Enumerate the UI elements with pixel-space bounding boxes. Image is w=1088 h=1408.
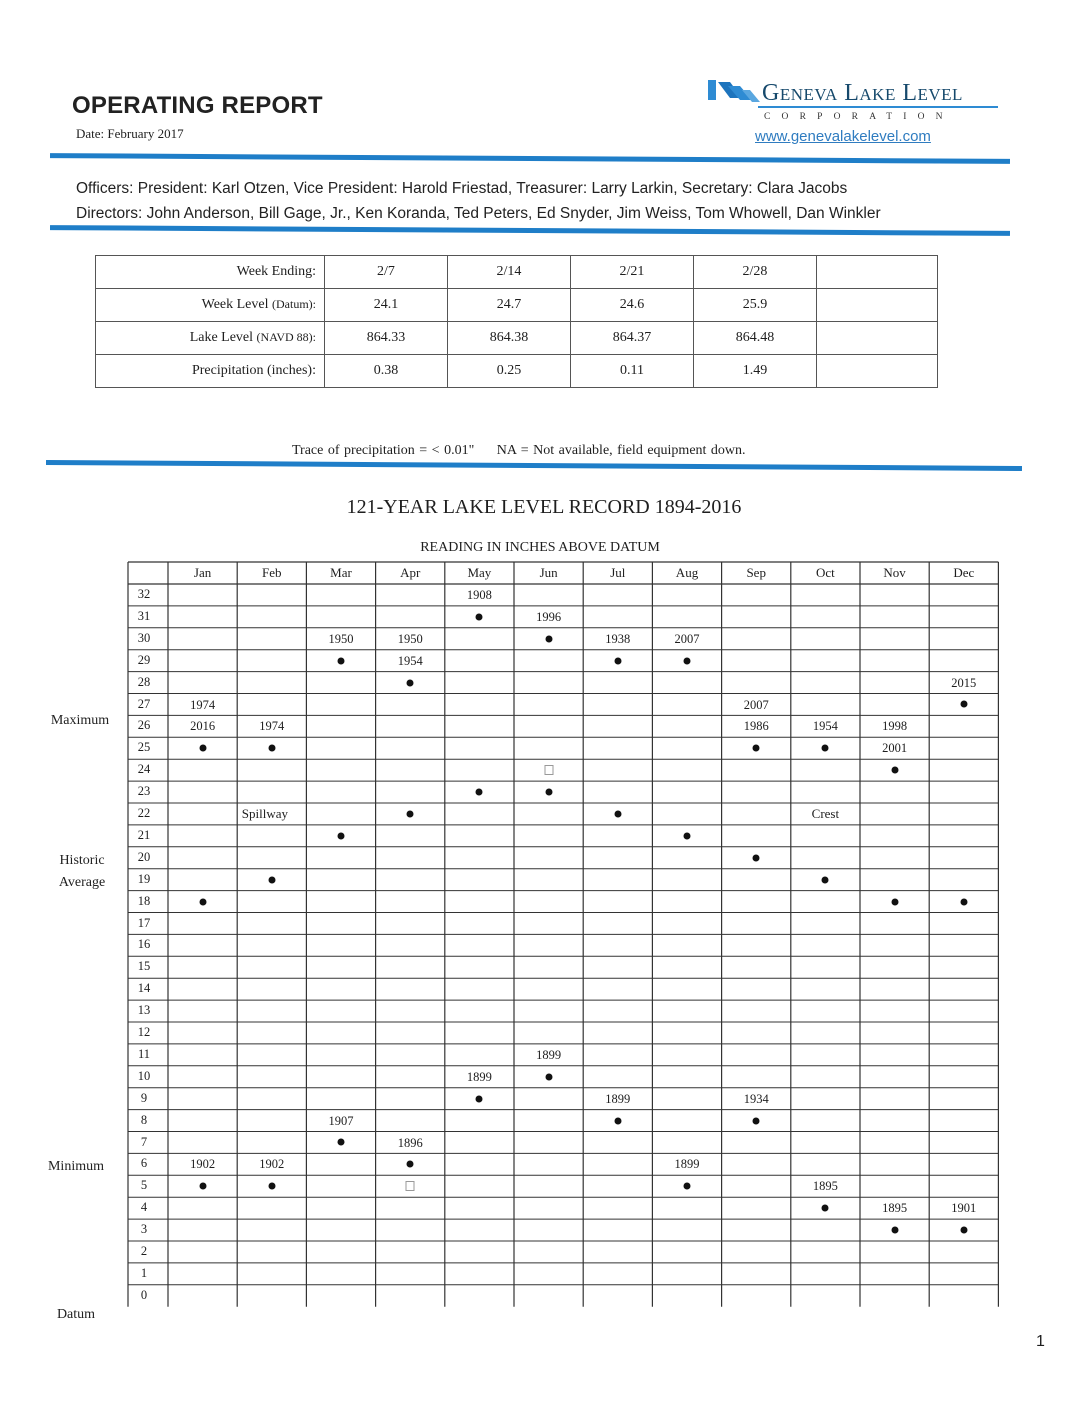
weekly-cell: 2/14 xyxy=(448,256,571,289)
minimum-point xyxy=(338,1139,345,1146)
weekly-cell: 25.9 xyxy=(694,289,817,322)
record-title: 121-YEAR LAKE LEVEL RECORD 1894-2016 xyxy=(346,496,742,518)
level-label: 20 xyxy=(137,849,151,864)
average-point xyxy=(199,898,206,905)
maximum-year-label: 2007 xyxy=(674,631,700,646)
trace-note: Trace of precipitation = < 0.01" xyxy=(292,443,475,458)
minimum-point xyxy=(545,1073,552,1080)
level-label: 2 xyxy=(140,1244,148,1258)
record-subtitle: READING IN INCHES ABOVE DATUM xyxy=(420,540,660,555)
maximum-year-label: 1950 xyxy=(397,631,423,646)
minimum-point xyxy=(199,1183,206,1190)
row-label-text: Week Ending: xyxy=(236,264,316,279)
month-header: Aug xyxy=(675,565,699,580)
level-label: 3 xyxy=(140,1222,148,1237)
level-label: 19 xyxy=(137,871,151,886)
weekly-cell: 0.38 xyxy=(325,355,448,388)
maximum-point xyxy=(199,745,206,752)
maximum-year-label: 1996 xyxy=(536,609,562,624)
minimum-year-label: 1907 xyxy=(328,1113,354,1128)
month-header: Nov xyxy=(883,565,906,580)
month-header: Sep xyxy=(746,565,766,580)
maximum-point xyxy=(614,657,621,664)
minimum-year-label: 1902 xyxy=(190,1157,216,1172)
level-label: 32 xyxy=(137,587,151,601)
datum-label: Datum xyxy=(56,1307,96,1322)
minimum-year-label: 1899 xyxy=(536,1047,562,1062)
level-label: 23 xyxy=(137,784,151,799)
weekly-cell: 1.49 xyxy=(694,355,817,388)
maximum-year-label: 2007 xyxy=(743,697,769,712)
level-label: 27 xyxy=(137,696,151,711)
maximum-point xyxy=(338,657,345,664)
page-number: 1 xyxy=(1036,1333,1045,1350)
company-logo-name: Geneva Lake Level xyxy=(762,80,963,106)
maximum-year-label: 1986 xyxy=(743,719,769,734)
weekly-cell: 864.48 xyxy=(694,322,817,355)
minimum-point xyxy=(614,1117,621,1124)
average-point xyxy=(545,789,552,796)
maximum-point xyxy=(268,745,275,752)
month-header: May xyxy=(467,565,492,580)
average-point xyxy=(476,789,483,796)
level-label: 29 xyxy=(137,652,151,667)
weekly-cell: 24.6 xyxy=(571,289,694,322)
minimum-point xyxy=(822,1205,829,1212)
average-point xyxy=(338,832,345,839)
month-header: Jun xyxy=(539,565,558,580)
weekly-cell: 864.37 xyxy=(571,322,694,355)
level-label: 10 xyxy=(137,1068,151,1083)
weekly-cell: 864.38 xyxy=(448,322,571,355)
level-label: 31 xyxy=(137,608,151,623)
report-date: Date: February 2017 xyxy=(76,126,184,141)
level-label: 24 xyxy=(137,762,151,777)
minimum-point xyxy=(753,1117,760,1124)
maximum-year-label: 2016 xyxy=(190,719,216,734)
page-title: OPERATING REPORT xyxy=(72,92,323,119)
level-label: 14 xyxy=(137,981,151,996)
minimum-year-label: 1902 xyxy=(259,1157,285,1172)
level-label: 12 xyxy=(137,1025,151,1039)
level-label: 17 xyxy=(137,915,151,930)
month-header: Dec xyxy=(953,565,975,580)
row-label-text: Lake Level xyxy=(189,330,257,345)
spillway-annotation: Spillway xyxy=(241,806,288,821)
company-logo-subtitle: CORPORATION xyxy=(764,112,954,122)
minimum-point xyxy=(407,1161,414,1168)
average-label: Average xyxy=(58,875,106,890)
maximum-point xyxy=(545,635,552,642)
maximum-year-label: 1954 xyxy=(812,719,838,734)
maximum-label: Maximum xyxy=(50,713,110,728)
maximum-year-label: 1950 xyxy=(328,631,354,646)
minimum-year-label: 1895 xyxy=(882,1201,908,1216)
minimum-point xyxy=(891,1227,898,1234)
month-header: Feb xyxy=(262,565,282,580)
level-label: 18 xyxy=(137,893,151,908)
minimum-point xyxy=(684,1183,691,1190)
level-label: 5 xyxy=(140,1178,148,1193)
maximum-year-label: 2015 xyxy=(951,675,977,690)
level-label: 25 xyxy=(137,740,151,755)
average-point xyxy=(614,810,621,817)
row-label-text: Week Level xyxy=(201,297,272,312)
maximum-point xyxy=(960,701,967,708)
maximum-point xyxy=(476,613,483,620)
row-label-text: Precipitation (inches): xyxy=(191,363,316,378)
weekly-cell: 24.7 xyxy=(448,289,571,322)
crest-annotation: Crest xyxy=(811,806,840,821)
level-label: 22 xyxy=(137,806,151,820)
minimum-point xyxy=(476,1095,483,1102)
maximum-year-label: 1908 xyxy=(466,588,492,602)
minimum-point xyxy=(268,1183,275,1190)
weekly-cell: 0.11 xyxy=(571,355,694,388)
maximum-point xyxy=(822,745,829,752)
maximum-year-label: 1938 xyxy=(605,631,631,646)
level-label: 11 xyxy=(137,1046,151,1061)
level-label: 4 xyxy=(140,1200,148,1215)
maximum-point xyxy=(407,679,414,686)
weekly-cell: 24.1 xyxy=(325,289,448,322)
average-point xyxy=(891,898,898,905)
minimum-year-label: 1934 xyxy=(743,1091,769,1106)
level-label: 26 xyxy=(137,718,151,733)
average-point xyxy=(684,832,691,839)
month-header: Apr xyxy=(400,565,421,580)
level-label: 30 xyxy=(137,630,151,645)
level-label: 6 xyxy=(140,1156,148,1171)
level-label: 8 xyxy=(140,1112,148,1127)
level-label: 21 xyxy=(137,827,151,842)
company-website-link[interactable]: www.genevalakelevel.com xyxy=(755,128,931,145)
month-header: Oct xyxy=(816,565,835,580)
month-header: Jan xyxy=(193,565,212,580)
na-note: NA = Not available, field equipment down. xyxy=(496,443,746,458)
minimum-year-label: 1899 xyxy=(466,1069,492,1084)
weekly-cell: 0.25 xyxy=(448,355,571,388)
level-label: 13 xyxy=(137,1003,151,1018)
maximum-point xyxy=(753,745,760,752)
level-label: 28 xyxy=(137,674,151,689)
level-label: 7 xyxy=(140,1134,148,1149)
maximum-year-label: 1998 xyxy=(882,719,908,734)
level-label: 0 xyxy=(140,1287,148,1302)
minimum-year-label: 1899 xyxy=(674,1157,700,1172)
maximum-point xyxy=(891,767,898,774)
minimum-year-label: 1899 xyxy=(605,1091,631,1106)
weekly-cell: 2/21 xyxy=(571,256,694,289)
minimum-year-label: 1896 xyxy=(397,1135,423,1150)
level-label: 15 xyxy=(137,959,151,974)
open-marker xyxy=(406,1181,415,1191)
average-point xyxy=(960,898,967,905)
average-point xyxy=(753,854,760,861)
average-point xyxy=(822,876,829,883)
maximum-year-label: 1954 xyxy=(397,653,423,668)
level-label: 9 xyxy=(140,1090,148,1105)
minimum-point xyxy=(960,1227,967,1234)
month-header: Jul xyxy=(610,565,626,580)
average-point xyxy=(268,876,275,883)
average-point xyxy=(407,810,414,817)
historic-label: Historic xyxy=(59,853,105,868)
maximum-year-label: 1974 xyxy=(259,719,285,734)
officers-line: Officers: President: Karl Otzen, Vice President: Harold Friestad, Treasurer: Larry Larkin, Secretary: Clara Jacobs xyxy=(76,180,848,197)
weekly-cell: 2/28 xyxy=(694,256,817,289)
month-header: Mar xyxy=(330,565,352,580)
minimum-year-label: 1895 xyxy=(812,1179,838,1194)
row-label-unit: (Datum): xyxy=(272,297,316,311)
row-label-unit: (NAVD 88): xyxy=(256,330,316,344)
open-marker xyxy=(544,765,553,775)
minimum-label: Minimum xyxy=(47,1159,104,1174)
maximum-point xyxy=(684,657,691,664)
maximum-year-label: 1974 xyxy=(190,697,216,712)
directors-line: Directors: John Anderson, Bill Gage, Jr., Ken Koranda, Ted Peters, Ed Snyder, Jim Weiss, Tom Whowell, Dan Winkler xyxy=(76,205,881,222)
weekly-cell: 864.33 xyxy=(325,322,448,355)
minimum-year-label: 1901 xyxy=(951,1201,977,1216)
level-label: 1 xyxy=(140,1265,148,1280)
maximum-year-label: 2001 xyxy=(882,741,908,756)
weekly-cell: 2/7 xyxy=(325,256,448,289)
level-label: 16 xyxy=(137,937,151,952)
